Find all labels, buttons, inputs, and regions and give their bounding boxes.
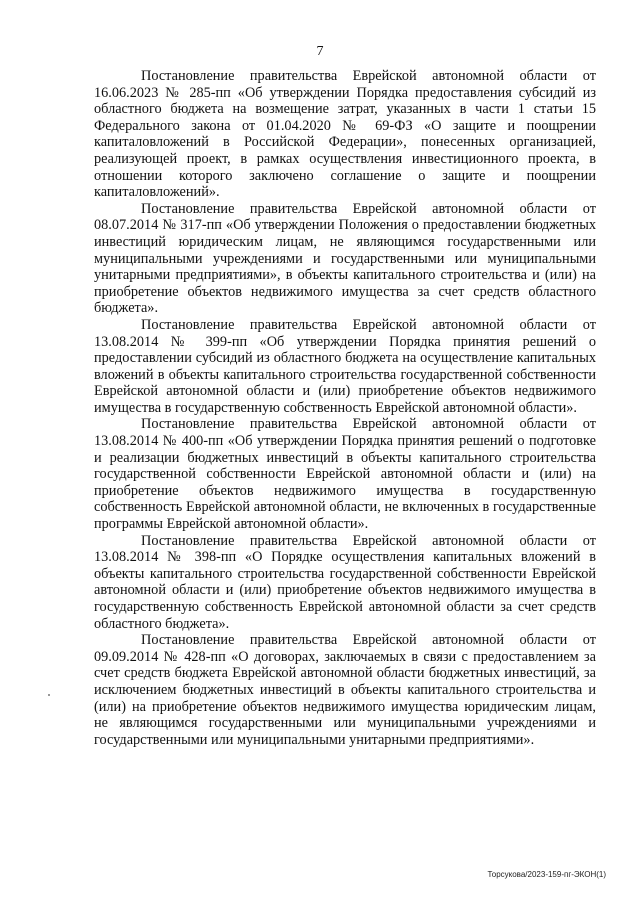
paragraph: Постановление правительства Еврейской автономной области от 13.08.2014 № 400-пп «Об утверждении Порядка принятия решений о подготовке и реализации бюджетных инвестиций в объекты капитального строительства государственной собственности Еврейской автономной области и (или) на приобретение объектов недвижимого имущества в государственную собственность Еврейской автономной области, не включенных в государственные программы Еврейской автономной области». bbox=[94, 416, 596, 533]
paragraph: Постановление правительства Еврейской автономной области от 13.08.2014 № 399-пп «Об утверждении Порядка принятия решений о предоставлении субсидий из областного бюджета на осуществление капитальных вложений в объекты капитального строительства государственной собственности Еврейской автономной области и (или) приобретение объектов недвижимого имущества в государственную собственность Еврейской автономной области». bbox=[94, 316, 596, 416]
paragraph: Постановление правительства Еврейской автономной области от 13.08.2014 № 398-пп «О Порядке осуществления капитальных вложений в объекты капитального строительства государственной собственности Еврейской автономной области и (или) приобретение объектов недвижимого имущества в государственную собственность Еврейской автономной области за счет средств областного бюджета». bbox=[94, 532, 596, 632]
page-number: 7 bbox=[316, 44, 324, 59]
paragraph: Постановление правительства Еврейской автономной области от 08.07.2014 № 317-пп «Об утверждении Положения о предоставлении бюджетных инвестиций юридическим лицам, не являющимся государственными или муниципальными учреждениями и государственными или муниципальными унитарными предприятиями», в объекты капитального строительства и (или) на приобретение объектов недвижимого имущества за счет средств областного бюджета». bbox=[94, 200, 596, 317]
document-body bbox=[94, 68, 596, 748]
document-reference: Торсукова/2023-159-пг-ЭКОН(1) bbox=[487, 870, 606, 879]
paragraph: Постановление правительства Еврейской автономной области от 16.06.2023 № 285-пп «Об утверждении Порядка предоставления субсидий из областного бюджета на возмещение затрат, указанных в части 1 статьи 15 Федерального закона от 01.04.2020 № 69-ФЗ «О защите и поощрении капиталовложений в Российской Федерации», понесенных организацией, реализующей проект, в рамках осуществления инвестиционного проекта, в отношении которого заключено соглашение о защите и поощрении капиталовложений». bbox=[94, 68, 596, 201]
paragraph: Постановление правительства Еврейской автономной области от 09.09.2014 № 428-пп «О договорах, заключаемых в связи с предоставлением за счет средств бюджета Еврейской автономной области бюджетных инвестиций, за исключением бюджетных инвестиций в объекты капитального строительства и (или) на приобретение объектов недвижимого имущества юридическим лицам, не являющимся государственными или муниципальными учреждениями и государственными или муниципальными унитарными предприятиями». bbox=[94, 632, 596, 748]
scan-speck bbox=[48, 694, 50, 696]
